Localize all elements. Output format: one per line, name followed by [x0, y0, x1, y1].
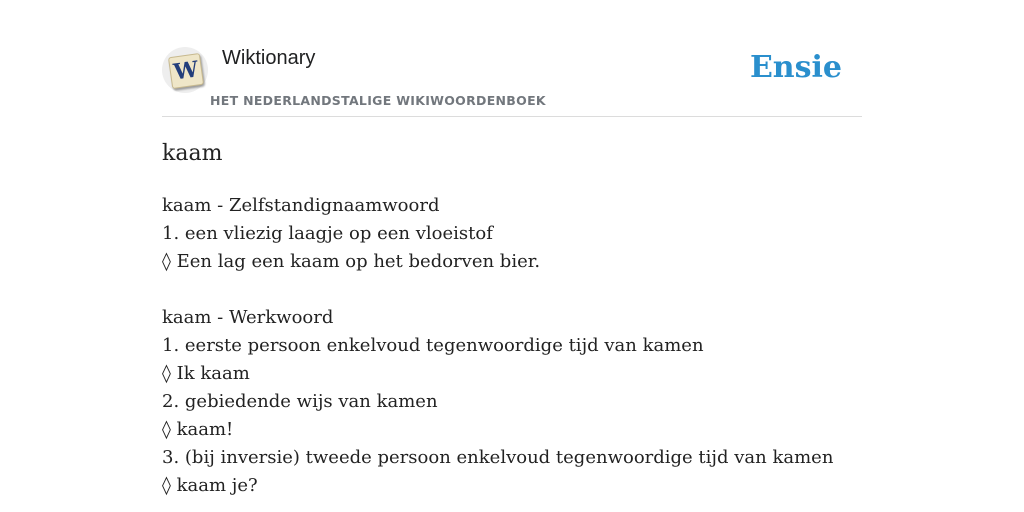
example-line: ◊ kaam!	[162, 419, 234, 440]
example-line: ◊ kaam je?	[162, 475, 258, 496]
ensie-brand-logo[interactable]: Ensie	[749, 50, 842, 85]
entry-heading: kaam - Werkwoord	[162, 307, 334, 328]
site-header	[162, 44, 862, 117]
wiktionary-logo[interactable]	[162, 47, 208, 93]
definition-line: 2. gebiedende wijs van kamen	[162, 391, 438, 412]
entry-separator	[162, 276, 862, 304]
definition-line: 1. eerste persoon enkelvoud tegenwoordige tijd van kamen	[162, 335, 704, 356]
entry-heading: kaam - Zelfstandignaamwoord	[162, 195, 440, 216]
definition-line: 3. (bij inversie) tweede persoon enkelvoud tegenwoordige tijd van kamen	[162, 447, 834, 468]
example-line: ◊ Ik kaam	[162, 363, 250, 384]
entry-verb	[162, 304, 862, 500]
page-title: kaam	[162, 141, 223, 166]
definition-content	[162, 192, 862, 500]
definition-line: 1. een vliezig laagje op een vloeistof	[162, 223, 493, 244]
entry-noun	[162, 192, 862, 276]
site-title[interactable]: Wiktionary	[222, 47, 316, 69]
example-line: ◊ Een lag een kaam op het bedorven bier.	[162, 251, 541, 272]
site-tagline: HET NEDERLANDSTALIGE WIKIWOORDENBOEK	[210, 93, 546, 108]
logo-tile	[168, 53, 204, 89]
logo-letter: W	[171, 56, 201, 86]
